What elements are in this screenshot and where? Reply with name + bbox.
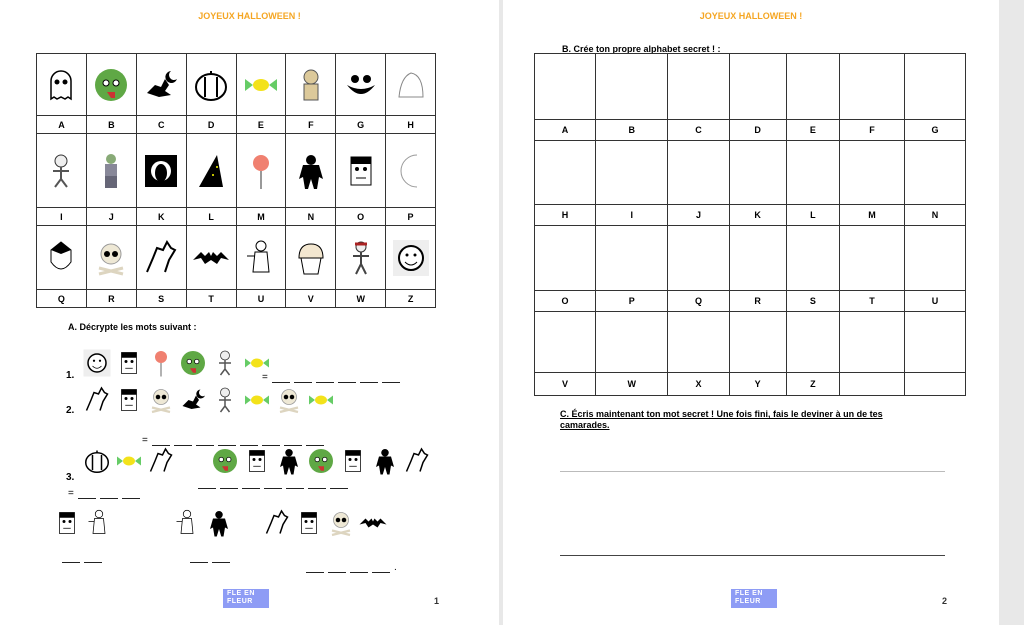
cipher-letter-cell: J [86,208,136,226]
symbol-drawing-cell[interactable] [729,312,786,373]
secret-alphabet-table [534,53,966,396]
skull-icon [91,238,131,278]
page-title: JOYEUX HALLOWEEN ! [699,11,803,21]
answer-blank[interactable] [372,572,390,573]
page-1 [0,0,499,625]
alphabet-letter-cell: Y [729,373,786,396]
alphabet-letter-cell: V [535,373,596,396]
cipher-symbol-cell [336,134,386,208]
cipher-symbol-cell [136,134,186,208]
symbol-drawing-cell[interactable] [786,226,839,291]
alphabet-letter-cell: M [840,205,905,226]
fle-en-fleur-logo: FLE EN FLEUR [731,589,777,608]
alphabet-letter-cell: X [668,373,729,396]
cipher-symbol-cell [386,134,436,208]
scarecrow-icon [84,508,114,538]
cipher-letter-cell: Z [386,290,436,308]
ghost-sketch-icon [391,65,431,105]
cipher-symbol-cell [86,134,136,208]
alphabet-letter-cell: S [786,291,839,312]
symbol-drawing-cell[interactable] [729,226,786,291]
puzzle-number: 2. [66,405,75,416]
symbol-drawing-cell[interactable] [840,312,905,373]
cipher-table [36,53,436,308]
cipher-symbol-cell [37,54,87,116]
alphabet-letter-cell: E [786,120,839,141]
fle-en-fleur-logo: FLE EN FLEUR [223,589,269,608]
mummy-icon [291,65,331,105]
symbol-drawing-cell[interactable] [535,226,596,291]
symbol-drawing-cell[interactable] [668,54,729,120]
answer-blank[interactable] [212,562,230,563]
equals-sign: = [142,435,148,446]
cipher-letter-cell: W [336,290,386,308]
symbol-drawing-cell[interactable] [786,54,839,120]
symbol-drawing-cell[interactable] [596,54,668,120]
monster-icon [370,446,400,476]
alphabet-letter-cell: Z [786,373,839,396]
puzzle-3-blanks [190,562,230,563]
answer-blank[interactable] [338,382,356,383]
cipher-letter-cell: S [136,290,186,308]
alphabet-letter-cell: J [668,205,729,226]
symbol-drawing-cell[interactable] [786,141,839,205]
wolf-icon [402,446,432,476]
lollipop-icon [146,348,176,378]
ghost-icon [41,65,81,105]
symbol-drawing-cell[interactable] [729,54,786,120]
puzzle-2-icons [82,385,336,415]
pirate-skeleton-icon [341,238,381,278]
zombie-icon [210,446,240,476]
answer-blank[interactable] [190,562,208,563]
skull-icon [146,385,176,415]
moon-icon [391,151,431,191]
cupcake-icon [291,238,331,278]
section-a-heading: A. Décrypte les mots suivant : [68,322,197,332]
alphabet-letter-cell: L [786,205,839,226]
alphabet-letter-cell: U [904,291,965,312]
scarecrow-icon [241,238,281,278]
cipher-letter-cell: E [236,116,286,134]
cipher-letter-cell: P [386,208,436,226]
alphabet-letter-cell: G [904,120,965,141]
writing-line[interactable] [560,555,945,556]
answer-blank[interactable] [286,488,304,489]
pumpkin-icon [82,446,112,476]
witch-hat-icon [191,151,231,191]
cipher-letter-cell: T [186,290,236,308]
equals-sign: = [68,488,74,499]
dracula-icon [41,238,81,278]
answer-blank[interactable] [84,562,102,563]
cipher-letter-cell: N [286,208,336,226]
symbol-drawing-cell[interactable] [904,226,965,291]
alphabet-letter-cell: T [840,291,905,312]
frankenstein-icon [338,446,368,476]
alphabet-letter-cell: I [596,205,668,226]
alphabet-letter-cell: C [668,120,729,141]
alphabet-letter-cell: K [729,205,786,226]
answer-blank[interactable] [272,382,290,383]
puzzle-3-word-icons [262,508,388,538]
alphabet-letter-cell: D [729,120,786,141]
skeleton-icon [210,385,240,415]
wolf-icon [141,238,181,278]
page-2 [503,0,999,625]
cipher-symbol-cell [86,54,136,116]
alphabet-letter-cell: P [596,291,668,312]
alphabet-letter-cell: Q [668,291,729,312]
puzzle-number: 1. [66,370,75,381]
answer-blank[interactable] [306,572,324,573]
monster-icon [204,508,234,538]
answer-blank[interactable] [220,488,238,489]
answer-blank[interactable] [316,382,334,383]
symbol-drawing-cell[interactable] [840,141,905,205]
alphabet-letter-cell: B [596,120,668,141]
frankenstein-icon [242,446,272,476]
puzzle-3-word-icons [82,446,176,476]
answer-blank[interactable] [294,382,312,383]
pumpkin-sticker-icon [391,238,431,278]
puzzle-number: 3. [66,472,75,483]
cipher-letter-cell: B [86,116,136,134]
puzzle-3-word-icons [52,508,114,538]
frankenstein-icon [341,151,381,191]
bat-icon [358,508,388,538]
candy-icon [242,385,272,415]
pumpkin-icon [191,65,231,105]
cipher-symbol-cell [37,226,87,290]
alphabet-letter-cell: A [535,120,596,141]
skeleton-icon [210,348,240,378]
cipher-symbol-cell [286,54,336,116]
symbol-drawing-cell[interactable] [840,54,905,120]
puzzle-3-blanks [306,562,397,573]
page-title: JOYEUX HALLOWEEN ! [198,11,301,21]
cipher-symbol-cell [336,54,386,116]
cipher-symbol-cell [386,226,436,290]
cipher-symbol-cell [186,134,236,208]
answer-blank[interactable] [78,498,96,499]
cipher-symbol-cell [136,54,186,116]
answer-blank[interactable] [198,488,216,489]
puzzle-3-word-icons [210,446,432,476]
witch-icon [178,385,208,415]
alphabet-letter-cell [840,373,905,396]
alphabet-letter-cell: W [596,373,668,396]
answer-blank[interactable] [328,572,346,573]
puzzle-2-blanks [142,435,324,446]
period: . [394,562,397,573]
cipher-symbol-cell [386,54,436,116]
cipher-symbol-cell [236,134,286,208]
candy-icon [306,385,336,415]
answer-blank[interactable] [62,562,80,563]
jack-face-icon [341,65,381,105]
monster-icon [274,446,304,476]
symbol-drawing-cell[interactable] [596,141,668,205]
cipher-letter-cell: F [286,116,336,134]
symbol-drawing-cell[interactable] [904,54,965,120]
frankenstein-icon [114,385,144,415]
frankenstein-icon [294,508,324,538]
cipher-letter-cell: C [136,116,186,134]
alphabet-letter-cell: R [729,291,786,312]
cipher-symbol-cell [186,226,236,290]
scarecrow-icon [172,508,202,538]
wolf-icon [146,446,176,476]
symbol-drawing-cell[interactable] [729,141,786,205]
cipher-symbol-cell [37,134,87,208]
puzzle-3-word-icons [172,508,234,538]
cipher-letter-cell: V [286,290,336,308]
monster-icon [291,151,331,191]
answer-blank[interactable] [122,498,140,499]
symbol-drawing-cell[interactable] [596,312,668,373]
werewolf-man-icon [91,151,131,191]
cipher-symbol-cell [86,226,136,290]
cipher-letter-cell: H [386,116,436,134]
cipher-letter-cell: G [336,116,386,134]
alphabet-letter-cell: H [535,205,596,226]
section-c-heading: C. Écris maintenant ton mot secret ! Une fois fini, fais le deviner à un de tes camarades. [560,409,883,430]
answer-blank[interactable] [382,382,400,383]
puzzle-3-blanks [198,488,348,489]
cipher-symbol-cell [136,226,186,290]
zombie-icon [91,65,131,105]
symbol-drawing-cell[interactable] [786,312,839,373]
cipher-letter-cell: O [336,208,386,226]
cipher-symbol-cell [236,226,286,290]
zombie-icon [178,348,208,378]
symbol-drawing-cell[interactable] [535,141,596,205]
pumpkin-sticker-icon [82,348,112,378]
symbol-drawing-cell[interactable] [535,54,596,120]
wolf-icon [262,508,292,538]
witch-icon [141,65,181,105]
owl-moon-icon [141,151,181,191]
cipher-letter-cell: Q [37,290,87,308]
alphabet-letter-cell [904,373,965,396]
lollipop-icon [241,151,281,191]
cipher-letter-cell: K [136,208,186,226]
cipher-letter-cell: I [37,208,87,226]
puzzle-3-blanks [62,562,102,563]
frankenstein-icon [52,508,82,538]
cipher-letter-cell: D [186,116,236,134]
symbol-drawing-cell[interactable] [904,141,965,205]
skeleton-icon [41,151,81,191]
cipher-letter-cell: M [236,208,286,226]
bat-icon [191,238,231,278]
answer-blank[interactable] [174,445,192,446]
cipher-letter-cell: R [86,290,136,308]
cipher-symbol-cell [336,226,386,290]
answer-blank[interactable] [264,488,282,489]
alphabet-letter-cell: F [840,120,905,141]
cipher-letter-cell: L [186,208,236,226]
alphabet-letter-cell: O [535,291,596,312]
symbol-drawing-cell[interactable] [668,141,729,205]
skull-icon [274,385,304,415]
symbol-drawing-cell[interactable] [840,226,905,291]
cipher-symbol-cell [186,54,236,116]
frankenstein-icon [114,348,144,378]
symbol-drawing-cell[interactable] [596,226,668,291]
cipher-letter-cell: A [37,116,87,134]
wolf-icon [82,385,112,415]
symbol-drawing-cell[interactable] [668,312,729,373]
candy-icon [114,446,144,476]
page-number: 1 [434,596,440,606]
writing-line[interactable] [560,471,945,472]
puzzle-3-blanks [68,488,140,499]
symbol-drawing-cell[interactable] [535,312,596,373]
answer-blank[interactable] [360,382,378,383]
answer-blank[interactable] [100,498,118,499]
candy-icon [241,65,281,105]
answer-blank[interactable] [242,488,260,489]
symbol-drawing-cell[interactable] [904,312,965,373]
page-number: 2 [942,596,948,606]
answer-blank[interactable] [308,488,326,489]
puzzle-1-blanks [262,372,400,383]
symbol-drawing-cell[interactable] [668,226,729,291]
alphabet-letter-cell: N [904,205,965,226]
puzzle-1-icons [82,348,272,378]
equals-sign: = [262,372,268,383]
answer-blank[interactable] [350,572,368,573]
cipher-symbol-cell [286,226,336,290]
cipher-symbol-cell [286,134,336,208]
zombie-icon [306,446,336,476]
cipher-letter-cell: U [236,290,286,308]
skull-icon [326,508,356,538]
cipher-symbol-cell [236,54,286,116]
section-b-heading: B. Crée ton propre alphabet secret ! : [562,44,721,54]
answer-blank[interactable] [330,488,348,489]
